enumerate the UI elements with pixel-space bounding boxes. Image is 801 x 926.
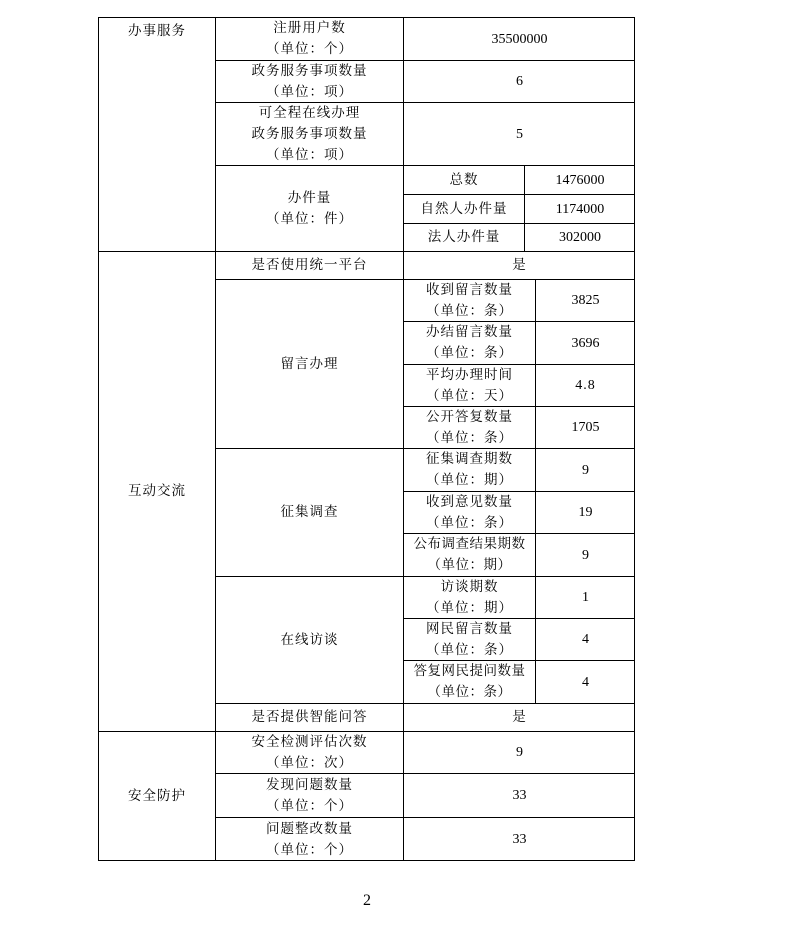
cases-total-value: 1476000 [555,172,605,188]
service-items-label: 政务服务事项数量 （单位：项） [251,62,368,100]
interviews-replies-label: 答复网民提问数量 （单位：条） [413,663,526,700]
issues-found-value: 33 [512,788,527,803]
interviews-group-label: 在线访谈 [280,631,339,648]
messages-public-replies-label: 公开答复数量 （单位：条） [426,408,513,446]
smart-qa-label: 是否提供智能问答 [251,709,368,725]
messages-closed-value: 3696 [571,335,600,351]
messages-avg-time-value: 4.8 [575,378,596,393]
smart-qa-value: 是 [512,709,527,725]
interviews-replies-value: 4 [582,674,589,690]
messages-group-label: 留言办理 [280,355,339,372]
service-items-value: 6 [516,74,523,89]
page-number: 2 [363,892,371,909]
cases-total-label: 总数 [449,171,479,188]
section-label-security: 安全防护 [128,788,186,804]
interviews-periods-value: 1 [582,590,589,605]
surveys-results-label: 公布调查结果期数 （单位：期） [413,536,526,573]
online-items-label: 可全程在线办理 政务服务事项数量 （单位：项） [251,104,368,163]
interviews-messages-label: 网民留言数量 （单位：条） [426,620,513,658]
registered-users-value: 35500000 [491,31,548,47]
cases-label: 办件量 （单位：件） [266,189,353,227]
registered-users-label: 注册用户数 （单位：个） [266,20,353,57]
interviews-messages-value: 4 [582,632,589,647]
surveys-opinions-value: 19 [578,505,593,520]
section-label-interaction: 互动交流 [128,483,186,499]
surveys-group-label: 征集调查 [280,504,339,520]
online-items-value: 5 [516,126,523,142]
issues-fixed-value: 33 [512,832,527,847]
messages-public-replies-value: 1705 [571,420,600,435]
unified-platform-value: 是 [512,257,527,273]
surveys-results-value: 9 [582,547,589,563]
messages-received-label: 收到留言数量 （单位：条） [426,281,513,319]
messages-avg-time-label: 平均办理时间 （单位：天） [426,366,513,404]
surveys-periods-value: 9 [582,462,589,478]
cases-legal-person-value: 302000 [559,230,601,245]
messages-received-value: 3825 [571,293,600,308]
section-label-service: 办事服务 [128,23,186,39]
cases-natural-person-label: 自然人办件量 [420,200,508,217]
surveys-periods-label: 征集调查期数 （单位：期） [426,451,513,488]
issues-fixed-label: 问题整改数量 （单位：个） [266,820,353,858]
messages-closed-label: 办结留言数量 （单位：条） [426,324,513,361]
surveys-opinions-label: 收到意见数量 （单位：条） [426,493,513,531]
issues-found-label: 发现问题数量 （单位：个） [266,776,353,814]
cases-legal-person-label: 法人办件量 [427,229,501,245]
security-checks-value: 9 [516,745,523,760]
unified-platform-label: 是否使用统一平台 [251,257,368,273]
interviews-periods-label: 访谈期数 （单位：期） [426,578,513,616]
security-checks-label: 安全检测评估次数 （单位：次） [251,733,368,771]
cases-natural-person-value: 1174000 [555,201,605,217]
